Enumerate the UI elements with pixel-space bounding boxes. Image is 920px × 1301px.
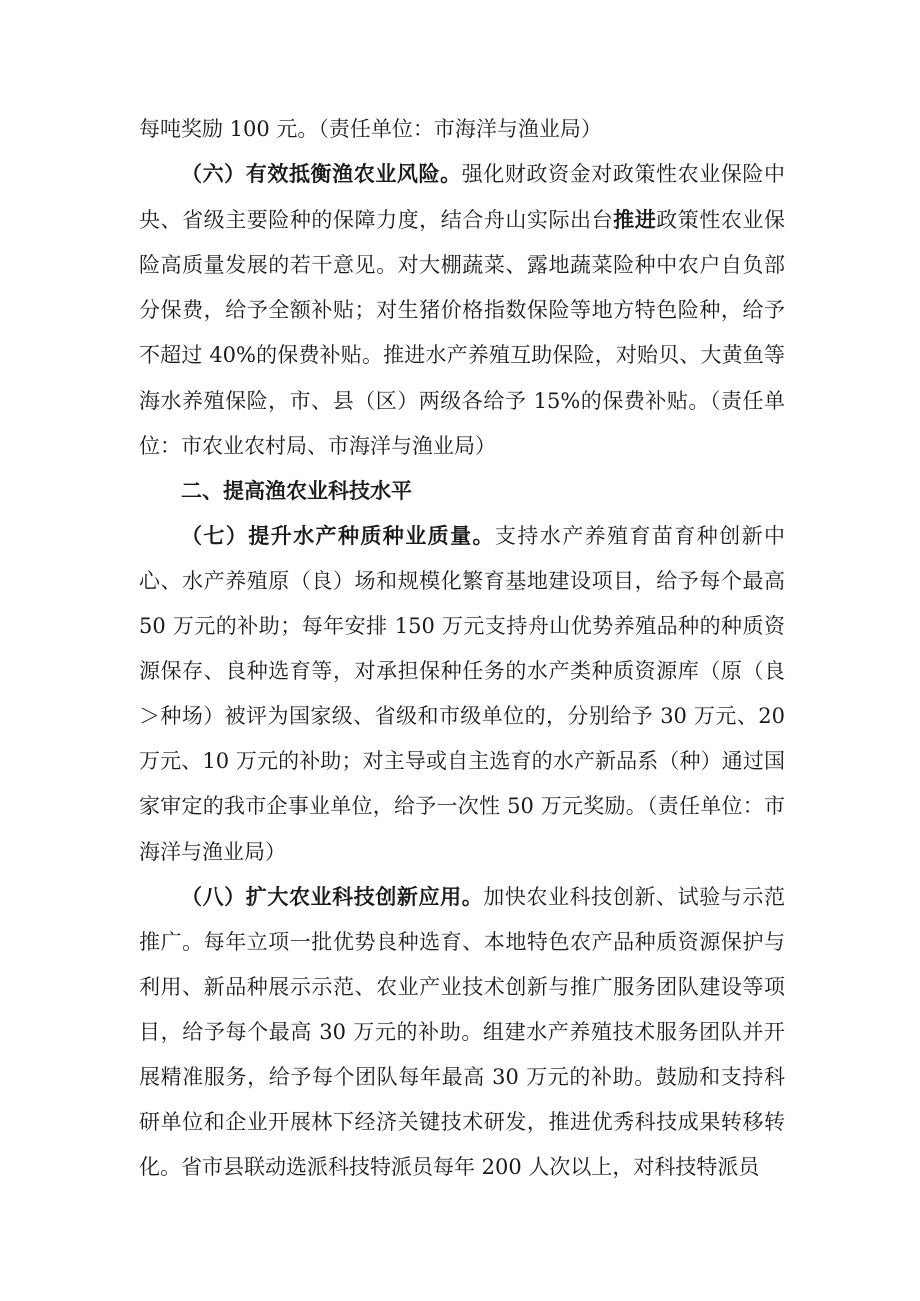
item-lead-title: （七）提升水产种质种业质量。 (181, 523, 495, 548)
section-item-7 (139, 514, 785, 875)
item-lead-title: （八）扩大农业科技创新应用。 (181, 884, 484, 909)
item-text: 加快农业科技创新、试验与示范推广。每年立项一批优势良种选育、本地特色农产品种质资源保护与利用、新品种展示示范、农业产业技术创新与推广服务团队建设等项目，给予每个最高 30 万元的补助。组建水产养殖技术服务团队并开展精准服务，给予每个团队每年最高 30 万元的补助。鼓励和支持科研单位和企业开展林下经济关键技术研发，推进优秀科技成果转移转化。省市县联动选派科技特派员每年 200 人次以上，对科技特派员 (139, 884, 785, 1180)
item-text: 强化财政资金对政策性农业保险中央、省级主要险种的保障力度，结合舟山实际出台 (139, 162, 785, 233)
paragraph-text: 每吨奖励 100 元。（责任单位：市海洋与渔业局） (139, 117, 602, 141)
item-text: 政策性农业保险高质量发展的若干意见。对大棚蔬菜、露地蔬菜险种中农户自负部分保费，给予全额补贴；对生猪价格指数保险等地方特色险种，给予不超过 40%的保费补贴。推进水产养殖互助保险，对贻贝、大黄鱼等海水养殖保险，市、县（区）两级各给予 15%的保费补贴。（责任单位：市农业农村局、市海洋与渔业局） (139, 208, 786, 458)
section-heading-2: 二、提高渔农业科技水平 (181, 478, 412, 503)
section-item-6 (139, 152, 785, 469)
continuation-paragraph (139, 107, 785, 152)
item-emphasis: 推进 (613, 207, 657, 233)
section-item-8 (139, 875, 785, 1191)
item-lead-title: （六）有效抵衡渔农业风险。 (181, 162, 462, 187)
item-text: 支持水产养殖育苗育种创新中心、水产养殖原（良）场和规模化繁育基地建设项目，给予每个最高 50 万元的补助；每年安排 150 万元支持舟山优势养殖品种的种质资源保存、良种选育等，对承担保种任务的水产类种质资源库（原（良＞种场）被评为国家级、省级和市级单位的，分别给予 30 万元、20 万元、10 万元的补助；对主导或自主选育的水产新品系（种）通过国家审定的我市企事业单位，给予一次性 50 万元奖励。（责任单位：市海洋与渔业局） (139, 523, 785, 864)
document-body (139, 107, 785, 1190)
